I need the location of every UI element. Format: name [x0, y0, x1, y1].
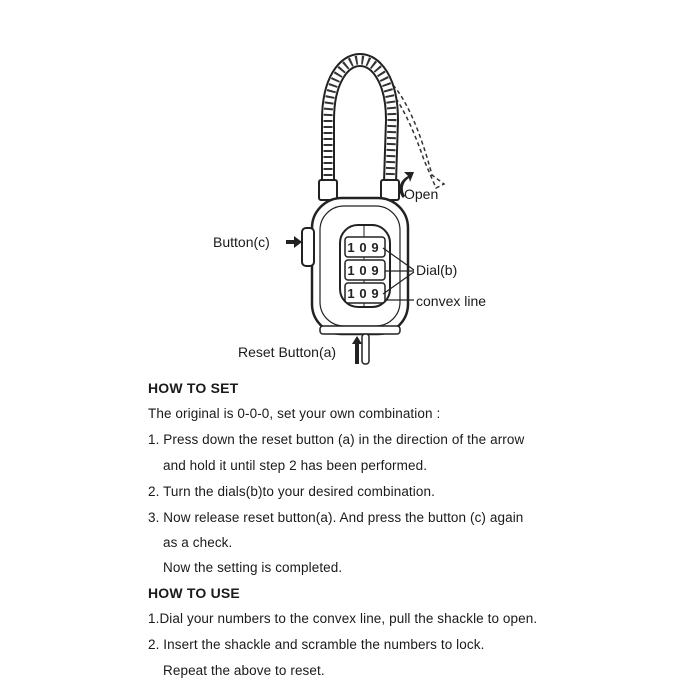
dial-b-label: Dial(b)	[416, 262, 458, 278]
how-to-set-line: Now the setting is completed.	[163, 560, 343, 575]
how-to-set-line: 3. Now release reset button(a). And press the button (c) again	[148, 510, 524, 525]
how-to-use-heading: HOW TO USE	[148, 585, 240, 601]
reset-button-label: Reset Button(a)	[238, 344, 337, 360]
how-to-use-line: Repeat the above to reset.	[163, 663, 325, 678]
how-to-use-line: 1.Dial your numbers to the convex line, pull the shackle to open.	[148, 611, 538, 626]
how-to-set-line: as a check.	[163, 535, 233, 550]
dial-digit: 1	[347, 263, 355, 278]
shackle-ferrule-right	[381, 180, 399, 200]
dial-digit: 9	[371, 240, 379, 255]
how-to-set-heading: HOW TO SET	[148, 380, 239, 396]
dial-digit: 0	[359, 286, 367, 301]
shackle-ferrule-left	[319, 180, 337, 200]
dial-rows	[345, 237, 385, 303]
button-c-label: Button(c)	[213, 234, 270, 250]
how-to-set-line: and hold it until step 2 has been performed.	[163, 458, 428, 473]
dial-digit: 1	[347, 240, 355, 255]
lock-base	[320, 326, 400, 334]
reset-arrow-icon	[352, 336, 362, 364]
how-to-set-line: 1. Press down the reset button (a) in the direction of the arrow	[148, 432, 525, 447]
how-to-set-line: 2. Turn the dials(b)to your desired combination.	[148, 484, 435, 499]
how-to-set-line: The original is 0-0-0, set your own combination :	[148, 406, 441, 421]
dial-digit: 9	[371, 263, 379, 278]
convex-line-label: convex line	[416, 293, 487, 309]
cable-shackle	[328, 60, 392, 182]
reset-pin	[362, 334, 369, 364]
side-button	[302, 228, 314, 266]
dial-digit: 0	[359, 263, 367, 278]
button-c-arrow-icon	[286, 236, 302, 248]
dial-digit: 0	[359, 240, 367, 255]
dial-digit: 9	[371, 286, 379, 301]
open-label: Open	[404, 186, 439, 202]
dial-digit: 1	[347, 286, 355, 301]
how-to-use-line: 2. Insert the shackle and scramble the numbers to lock.	[148, 637, 485, 652]
